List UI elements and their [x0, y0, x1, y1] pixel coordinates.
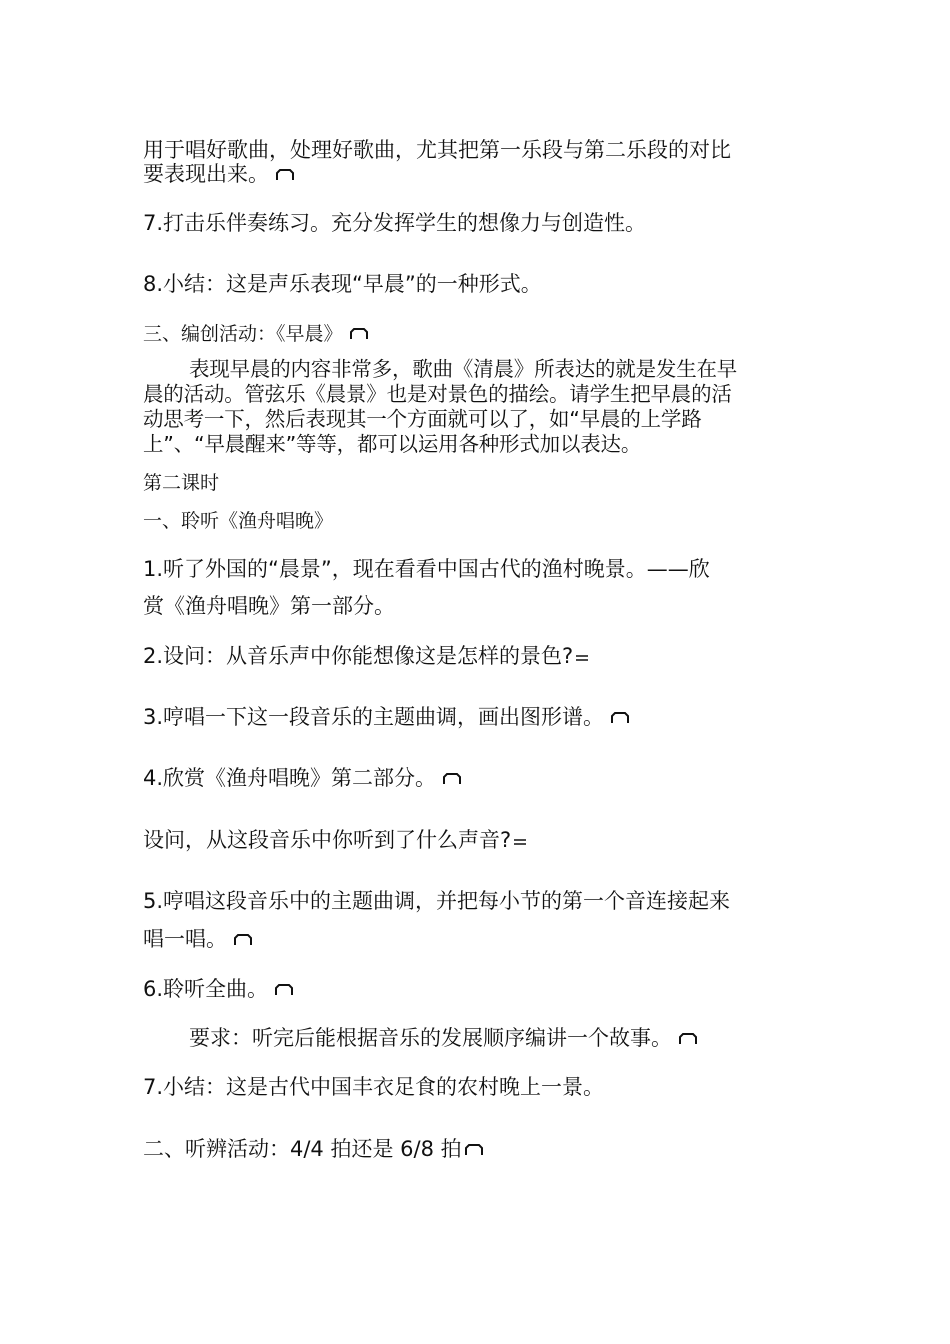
line-text: 2.设问：从音乐声中你能想像这是怎样的景色? [143, 644, 574, 668]
line-text: 要求：听完后能根据音乐的发展顺序编讲一个故事。 [189, 1026, 672, 1050]
text-line [143, 557, 710, 581]
paragraph-mark-icon [233, 934, 253, 946]
paragraph-mark-icon [442, 773, 462, 785]
paragraph-mark-icon [678, 1033, 698, 1045]
text-line [143, 322, 369, 346]
text-line [143, 644, 589, 668]
text-line [143, 1026, 698, 1050]
line-text: 1.听了外国的“晨景”，现在看看中国古代的渔村晚景。——欣 [143, 557, 710, 581]
line-text: 晨的活动。管弦乐《晨景》也是对景色的描绘。请学生把早晨的活 [143, 382, 732, 406]
line-text: 表现早晨的内容非常多，歌曲《清晨》所表达的就是发生在早 [189, 357, 738, 381]
paragraph-mark-icon [610, 712, 630, 724]
text-line [143, 828, 527, 852]
line-text: 赏《渔舟唱晚》第一部分。 [143, 594, 395, 618]
line-text: 7.小结：这是古代中国丰衣足食的农村晚上一景。 [143, 1075, 605, 1099]
text-line [143, 977, 294, 1001]
line-text: 一、聆听《渔舟唱晚》 [143, 510, 334, 532]
text-line [143, 408, 702, 431]
equals-mark-icon [513, 837, 527, 847]
text-line [143, 509, 333, 533]
text-line [143, 162, 295, 186]
text-line [143, 358, 737, 381]
line-text: 动思考一下，然后表现其一个方面就可以了，如“早晨的上学路 [143, 407, 702, 431]
line-text: 用于唱好歌曲，处理好歌曲，尤其把第一乐段与第二乐段的对比 [143, 138, 731, 162]
text-line [143, 471, 219, 495]
paragraph-mark-icon [464, 1144, 484, 1156]
line-text: 3.哼唱一下这一段音乐的主题曲调，画出图形谱。 [143, 705, 605, 729]
line-text: 设问，从这段音乐中你听到了什么声音? [143, 828, 512, 852]
line-text: 第二课时 [143, 472, 220, 494]
paragraph-mark-icon [275, 169, 295, 181]
line-text: 5.哼唱这段音乐中的主题曲调，并把每小节的第一个音连接起来 [143, 889, 731, 913]
line-text: 唱一唱。 [143, 927, 227, 951]
line-text: 上”、“早晨醒来”等等，都可以运用各种形式加以表达。 [143, 432, 642, 456]
line-text: 要表现出来。 [143, 162, 269, 186]
line-text: 三、编创活动：《早晨》 [143, 323, 343, 345]
text-line [143, 705, 630, 729]
paragraph-mark-icon [274, 984, 294, 996]
equals-mark-icon [575, 653, 589, 663]
text-line [143, 766, 462, 790]
line-text: 二、听辨活动：4/4 拍还是 6/8 拍 [143, 1137, 462, 1161]
text-line [143, 889, 730, 913]
line-text: 6.聆听全曲。 [143, 977, 269, 1001]
text-line [143, 594, 395, 618]
text-line [143, 1075, 604, 1099]
line-text: 8.小结：这是声乐表现“早晨”的一种形式。 [143, 272, 542, 296]
text-line [143, 433, 641, 456]
text-line [143, 383, 732, 406]
text-line [143, 211, 646, 235]
text-line [143, 927, 253, 951]
line-text: 7.打击乐伴奏练习。充分发挥学生的想像力与创造性。 [143, 211, 647, 235]
paragraph-mark-icon [349, 328, 369, 340]
line-text: 4.欣赏《渔舟唱晚》第二部分。 [143, 766, 437, 790]
document-page [143, 0, 813, 1344]
text-line [143, 272, 542, 296]
text-line [143, 1137, 484, 1161]
text-line [143, 138, 731, 162]
